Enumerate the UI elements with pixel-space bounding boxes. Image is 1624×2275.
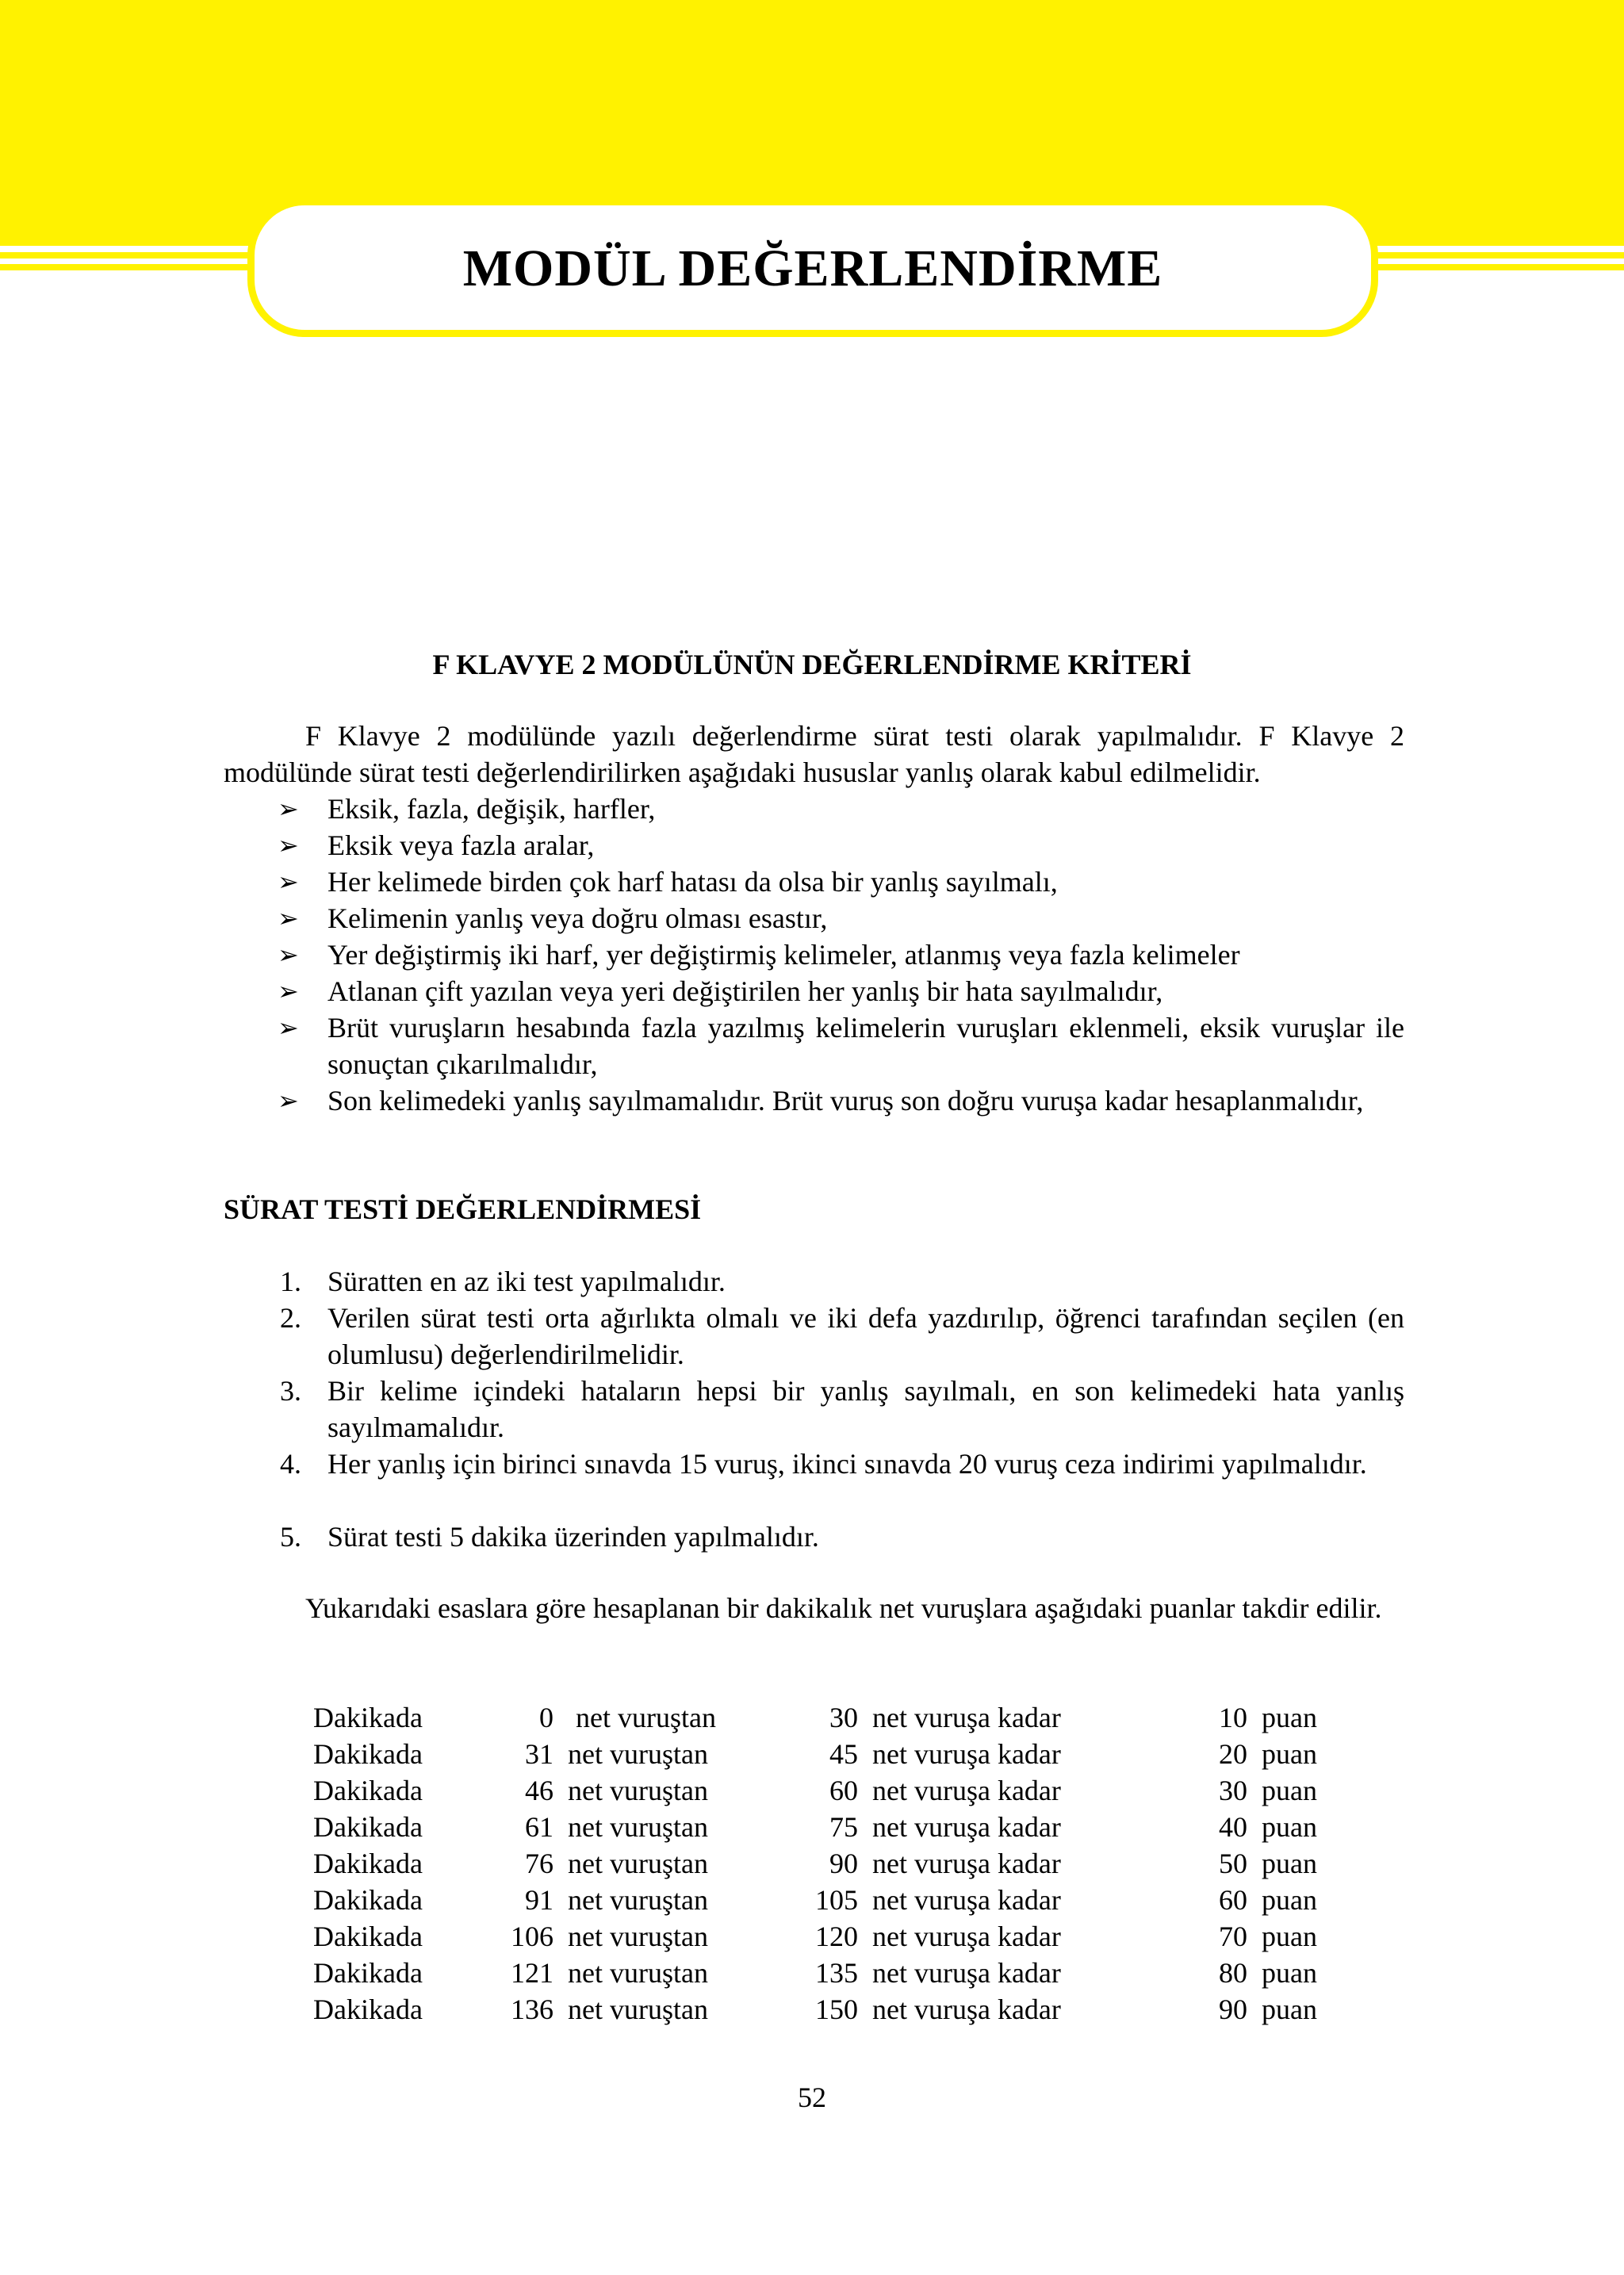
from-text: net vuruştan: [568, 1848, 708, 1879]
title-box: [247, 198, 1378, 337]
arrowhead-bullet-icon: ➢: [278, 867, 299, 896]
to-text: net vuruşa kadar: [872, 1738, 1061, 1770]
item-text: Her yanlış için birinci sınavda 15 vuruş, ikinci sınavda 20 vuruş ceza indirimi yapılmalıdır.: [327, 1448, 1367, 1480]
points-unit: puan: [1262, 1811, 1317, 1843]
from-text: net vuruştan: [568, 1738, 708, 1770]
table-row: [0, 1882, 1624, 1918]
item-number: 3.: [280, 1375, 301, 1407]
from-text: net vuruştan: [568, 1921, 708, 1952]
row-label: Dakikada: [313, 1957, 423, 1989]
points-value: 40: [1219, 1811, 1247, 1843]
item-text: Bir kelime içindeki hataların hepsi bir yanlış sayılmalı, en son kelimedeki hata yanlış sayılmamalıdır.: [327, 1375, 1404, 1443]
points-unit: puan: [1262, 1775, 1317, 1806]
from-value: 136: [511, 1993, 553, 2025]
table-row: [0, 1809, 1624, 1845]
intro-line-1: F Klavye 2 modülünde yazılı değerlendirme sürat testi olarak yapılmalıdır. F Klavye 2: [305, 720, 1404, 752]
from-value: 76: [525, 1848, 553, 1879]
to-value: 135: [815, 1957, 858, 1989]
row-label: Dakikada: [313, 1738, 423, 1770]
from-value: 106: [511, 1921, 553, 1952]
bullet-text: Son kelimedeki yanlış sayılmamalıdır. Brüt vuruş son doğru vuruşa kadar hesaplanmalıdır,: [327, 1085, 1364, 1116]
table-row: [0, 1918, 1624, 1955]
from-value: 31: [525, 1738, 553, 1770]
to-text: net vuruşa kadar: [872, 1993, 1061, 2025]
from-value: 91: [525, 1884, 553, 1916]
page-number: 52: [798, 2082, 826, 2113]
arrowhead-bullet-icon: ➢: [278, 795, 299, 823]
arrowhead-bullet-icon: ➢: [278, 831, 299, 860]
points-value: 50: [1219, 1848, 1247, 1879]
bullet-text: Kelimenin yanlış veya doğru olması esastır,: [327, 902, 828, 934]
summary-paragraph: Yukarıdaki esaslara göre hesaplanan bir dakikalık net vuruşlara aşağıdaki puanlar takdir edilir.: [305, 1592, 1382, 1624]
bullet-text: Atlanan çift yazılan veya yeri değiştirilen her yanlış bir hata sayılmalıdır,: [327, 975, 1163, 1007]
to-text: net vuruşa kadar: [872, 1811, 1061, 1843]
item-text: Süratten en az iki test yapılmalıdır.: [327, 1266, 726, 1297]
points-unit: puan: [1262, 1702, 1317, 1733]
from-text: net vuruştan: [568, 1993, 708, 2025]
points-value: 30: [1219, 1775, 1247, 1806]
points-value: 20: [1219, 1738, 1247, 1770]
row-label: Dakikada: [313, 1775, 423, 1806]
points-unit: puan: [1262, 1738, 1317, 1770]
arrowhead-bullet-icon: ➢: [278, 940, 299, 969]
to-text: net vuruşa kadar: [872, 1848, 1061, 1879]
points-unit: puan: [1262, 1884, 1317, 1916]
item-number: 1.: [280, 1266, 301, 1297]
to-value: 30: [829, 1702, 858, 1733]
row-label: Dakikada: [313, 1848, 423, 1879]
arrowhead-bullet-icon: ➢: [278, 1086, 299, 1115]
from-value: 61: [525, 1811, 553, 1843]
table-row: [0, 1991, 1624, 2028]
to-value: 45: [829, 1738, 858, 1770]
bullet-text: Eksik, fazla, değişik, harfler,: [327, 793, 656, 825]
criteria-heading: F KLAVYE 2 MODÜLÜNÜN DEĞERLENDİRME KRİTERİ: [432, 649, 1192, 680]
points-value: 80: [1219, 1957, 1247, 1989]
page-title: MODÜL DEĞERLENDİRME: [462, 239, 1163, 297]
arrowhead-bullet-icon: ➢: [278, 1013, 299, 1042]
bullet-text: Yer değiştirmiş iki harf, yer değiştirmiş kelimeler, atlanmış veya fazla kelimeler: [327, 939, 1240, 971]
to-value: 150: [815, 1993, 858, 2025]
row-label: Dakikada: [313, 1921, 423, 1952]
bullet-text: Brüt vuruşların hesabında fazla yazılmış kelimelerin vuruşları eklenmeli, eksik vuruşlar ile sonuçtan çıkarılmalıdır,: [327, 1012, 1404, 1080]
points-value: 70: [1219, 1921, 1247, 1952]
table-row: [0, 1845, 1624, 1882]
to-text: net vuruşa kadar: [872, 1775, 1061, 1806]
to-value: 75: [829, 1811, 858, 1843]
to-text: net vuruşa kadar: [872, 1957, 1061, 1989]
table-row: [0, 1772, 1624, 1809]
table-row: [0, 1699, 1624, 1736]
points-value: 60: [1219, 1884, 1247, 1916]
arrowhead-bullet-icon: ➢: [278, 977, 299, 1005]
from-text: net vuruştan: [568, 1884, 708, 1916]
table-row: [0, 1955, 1624, 1991]
points-unit: puan: [1262, 1921, 1317, 1952]
row-label: Dakikada: [313, 1811, 423, 1843]
from-text: net vuruştan: [568, 1811, 708, 1843]
to-text: net vuruşa kadar: [872, 1702, 1061, 1733]
item-number: 2.: [280, 1302, 301, 1334]
from-value: 0: [539, 1702, 553, 1733]
points-value: 10: [1219, 1702, 1247, 1733]
points-value: 90: [1219, 1993, 1247, 2025]
speed-test-heading: SÜRAT TESTİ DEĞERLENDİRMESİ: [224, 1193, 702, 1225]
arrowhead-bullet-icon: ➢: [278, 904, 299, 933]
bullet-text: Her kelimede birden çok harf hatası da olsa bir yanlış sayılmalı,: [327, 866, 1058, 898]
row-label: Dakikada: [313, 1993, 423, 2025]
to-text: net vuruşa kadar: [872, 1884, 1061, 1916]
from-value: 121: [511, 1957, 553, 1989]
item-number: 4.: [280, 1448, 301, 1480]
intro-line-2: modülünde sürat testi değerlendirilirken aşağıdaki hususlar yanlış olarak kabul edilmelidir.: [224, 756, 1261, 788]
points-unit: puan: [1262, 1993, 1317, 2025]
points-unit: puan: [1262, 1957, 1317, 1989]
from-value: 46: [525, 1775, 553, 1806]
to-value: 105: [815, 1884, 858, 1916]
from-text: net vuruştan: [568, 1957, 708, 1989]
item-number: 5.: [280, 1521, 301, 1553]
row-label: Dakikada: [313, 1702, 423, 1733]
points-unit: puan: [1262, 1848, 1317, 1879]
table-row: [0, 1736, 1624, 1772]
to-text: net vuruşa kadar: [872, 1921, 1061, 1952]
item-text: Sürat testi 5 dakika üzerinden yapılmalıdır.: [327, 1521, 819, 1553]
item-text: Verilen sürat testi orta ağırlıkta olmalı ve iki defa yazdırılıp, öğrenci tarafından seçilen (en olumlusu) değerlendirilmelidir.: [327, 1302, 1404, 1370]
row-label: Dakikada: [313, 1884, 423, 1916]
to-value: 60: [829, 1775, 858, 1806]
from-text: net vuruştan: [576, 1702, 716, 1733]
bullet-text: Eksik veya fazla aralar,: [327, 829, 595, 861]
to-value: 90: [829, 1848, 858, 1879]
from-text: net vuruştan: [568, 1775, 708, 1806]
to-value: 120: [815, 1921, 858, 1952]
